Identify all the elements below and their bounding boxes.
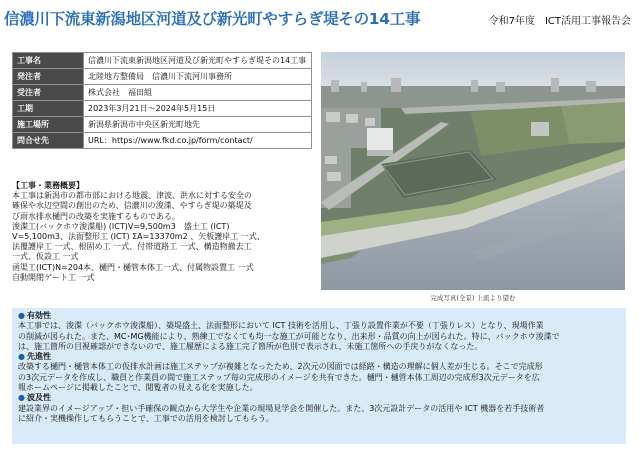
info-value: 北陸地方整備局 信濃川下流河川事務所	[84, 69, 312, 85]
overview-line: 浚渫工(バックホウ浚渫船) (ICT)V=9,500m3 盛土工 (ICT)	[12, 221, 230, 231]
completion-photo	[321, 52, 625, 290]
info-row-construction-period	[13, 101, 312, 117]
section-ripple-effect	[18, 393, 620, 424]
info-label: 発注者	[13, 69, 84, 85]
info-label: 工事名	[13, 53, 84, 69]
section-line: 本工事では、浚渫（バックホウ浚渫船）、築堤盛土、法面整形において ICT 技術を活用し、丁張り設置作業が不要（丁張りレス）となり、現場作業	[18, 321, 544, 331]
photo-caption: 完成写真(全景) 上流より望む	[430, 294, 516, 302]
overview-line: 一式、仮設工 一式	[12, 252, 79, 262]
info-row-construction-site	[13, 117, 312, 133]
overview-line: 確保や水辺空間の創出のため、信濃川の浚渫、やすらぎ堤の築堤及	[12, 201, 252, 211]
section-advancement	[18, 352, 620, 393]
section-heading-text: 先進性	[26, 352, 51, 362]
info-row-contact	[13, 133, 312, 149]
section-line: に紹介・実機操作してもらうことで、工事での活用を検討してもらう。	[18, 413, 274, 423]
info-value: 新潟県新潟市中央区新光町地先	[84, 117, 312, 133]
overview-line: び雨水排水樋門の改築を実施するものである。	[12, 211, 180, 221]
evaluation-panel	[12, 308, 626, 444]
overview-line: 本工事は新潟市の都市部における地震、津波、洪水に対する安全の	[12, 191, 252, 201]
info-value[interactable]: URL：https://www.fkd.co.jp/form/contact/	[84, 133, 312, 149]
section-heading	[18, 311, 620, 321]
section-line: 建設業界のイメージアップ・担い手確保の観点から大学生や企業の現場見学会を開催した。また、3次元設計データの活用や ICT 機器を若手技術者	[18, 403, 545, 413]
section-line: の3次元データを作成し、職員と作業員の間で施工ステップ毎の完成形のイメージを共有できた。樋門・樋管本体工周辺の完成形3次元データを広	[18, 372, 540, 382]
header	[0, 0, 639, 34]
info-row-contractor	[13, 85, 312, 101]
section-line: は、施工箇所の目視確認ができないので、施工履歴による施工完了箇所が色別で表示され、未施工箇所への手戻りがなくなった。	[18, 341, 483, 351]
page-title: 信濃川下流東新潟地区河道及び新光町やすらぎ堤その14工事	[4, 10, 421, 28]
section-line: 報ホームページに掲載したことで、閲覧者の見える化を実施した。	[18, 383, 258, 393]
bullet-icon: ●	[18, 393, 25, 403]
info-label: 施工場所	[13, 117, 84, 133]
report-label: 令和7年度 ICT活用工事報告会	[488, 16, 631, 27]
aerial-view-image	[321, 52, 625, 290]
info-label: 受注者	[13, 85, 84, 101]
overview-line: 法覆護岸工 一式、根固め工 一式、付帯道路工 一式、構造物撤去工	[12, 242, 252, 252]
section-heading	[18, 352, 620, 362]
section-heading-text: 波及性	[26, 393, 51, 403]
section-line: の削減が図られた。また、MC･MG機能により、熟練工でなくても均一な施工が可能となり、出来形・品質の向上が図られた。特に、バックホウ浚渫で	[18, 331, 560, 341]
overview-heading: 【工事・業務概要】	[12, 181, 84, 190]
overview-line: 自動開閉ゲート工 一式	[12, 272, 95, 282]
overview-line: V=5,100m3、法面整形工 (ICT) ΣA=13370m2 、矢板護岸工 一式、	[12, 232, 265, 242]
section-heading	[18, 393, 620, 403]
bullet-icon: ●	[18, 352, 25, 362]
project-info-table	[12, 52, 312, 149]
section-line: 改築する樋門・樋管本体工の仮排水計画は施工ステップが複雑となったため、2次元の図面では経路・構造の理解に個人差が生じる。そこで完成形	[18, 362, 543, 372]
section-heading-text: 有効性	[26, 311, 51, 320]
info-label: 工期	[13, 101, 84, 117]
info-value: 2023年3月21日～2024年5月15日	[84, 101, 312, 117]
section-effectiveness	[18, 311, 620, 352]
info-value: 信濃川下流東新潟地区河道及び新光町やすらぎ堤その14工事	[84, 53, 312, 69]
work-overview	[12, 181, 312, 298]
overview-line: 函渠工(ICT)N=204本、樋門・樋管本体工一式、付属物設置工 一式	[12, 262, 254, 272]
info-value: 株式会社 福田組	[84, 85, 312, 101]
bullet-icon: ●	[18, 311, 25, 320]
info-row-client	[13, 69, 312, 85]
info-label: 問合せ先	[13, 133, 84, 149]
info-row-project-name	[13, 53, 312, 69]
